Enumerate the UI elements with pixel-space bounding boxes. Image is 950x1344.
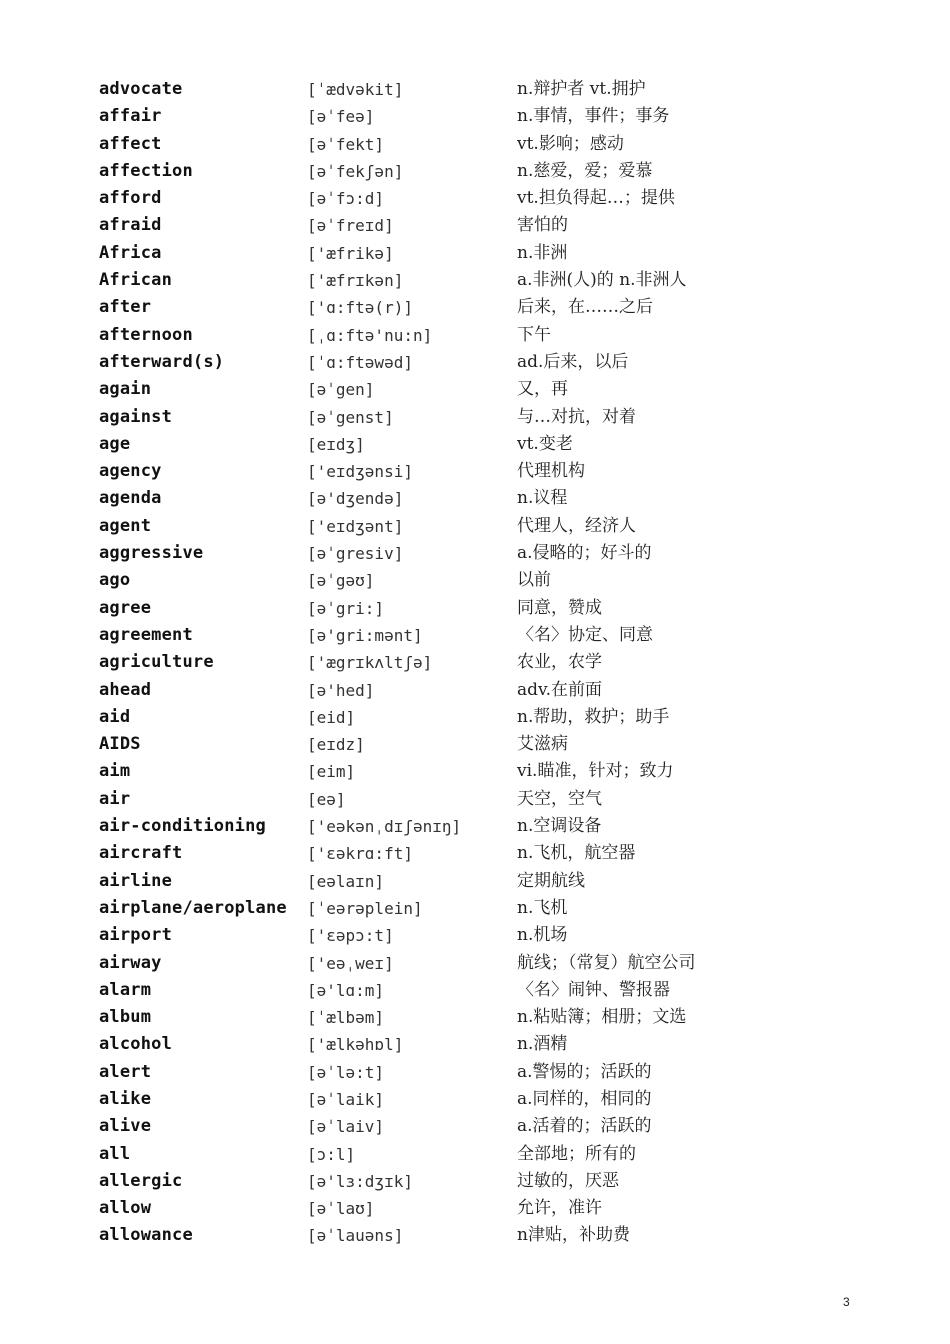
vocab-entry	[99, 1004, 899, 1031]
entry-word: agenda	[99, 488, 162, 509]
entry-word: affair	[99, 106, 162, 127]
entry-phonetic: [ə'dʒendə]	[307, 489, 404, 509]
vocab-entry	[99, 704, 899, 731]
entry-phonetic: ['æfrikə]	[307, 243, 394, 263]
vocab-entry	[99, 267, 899, 294]
vocab-entry	[99, 485, 899, 512]
entry-word: afterward(s)	[99, 351, 225, 372]
entry-word: aggressive	[99, 543, 204, 564]
entry-definition: n.事情，事件；事务	[517, 106, 670, 127]
entry-definition: 害怕的	[517, 215, 568, 236]
entry-word: allergic	[99, 1170, 183, 1191]
entry-definition: ad.后来，以后	[517, 351, 629, 372]
entry-word: African	[99, 270, 173, 291]
entry-word: agent	[99, 515, 152, 536]
vocab-entry	[99, 376, 899, 403]
entry-word: air-conditioning	[99, 816, 266, 837]
entry-definition: n津贴，补助费	[517, 1225, 630, 1246]
vocab-entry	[99, 950, 899, 977]
entry-definition: 天空，空气	[517, 788, 602, 809]
entry-word: afraid	[99, 215, 162, 236]
vocab-entry	[99, 813, 899, 840]
entry-word: aircraft	[99, 843, 183, 864]
entry-phonetic: ['eəˌweɪ]	[307, 953, 394, 973]
entry-word: airport	[99, 925, 173, 946]
entry-phonetic: [ə'lɑ:m]	[307, 980, 385, 1000]
entry-definition: 全部地；所有的	[517, 1143, 636, 1164]
entry-definition: 过敏的，厌恶	[517, 1170, 619, 1191]
vocab-entry	[99, 868, 899, 895]
vocab-entry	[99, 622, 899, 649]
entry-phonetic: [əˈlauəns]	[307, 1226, 404, 1246]
entry-word: allowance	[99, 1225, 193, 1246]
entry-phonetic: ['ɑ:ftə(r)]	[307, 298, 413, 318]
entry-word: ahead	[99, 679, 152, 700]
entry-definition: vt.担负得起…；提供	[517, 188, 675, 209]
entry-phonetic: [ə'hed]	[307, 680, 375, 700]
entry-word: age	[99, 433, 131, 454]
entry-phonetic: [əˈfekʃən]	[307, 161, 404, 181]
entry-phonetic: ['ɛəpɔ:t]	[307, 926, 394, 946]
vocab-entry	[99, 1141, 899, 1168]
vocab-entry	[99, 240, 899, 267]
entry-phonetic: [əˈgri:]	[307, 598, 385, 618]
entry-definition: n.机场	[517, 925, 568, 946]
vocab-entry	[99, 1031, 899, 1058]
entry-definition: 代理人，经济人	[517, 515, 636, 536]
entry-phonetic: ['eəkənˌdɪʃənɪŋ]	[307, 817, 462, 837]
entry-word: ago	[99, 570, 131, 591]
entry-definition: 与…对抗，对着	[517, 406, 636, 427]
entry-word: Africa	[99, 242, 162, 263]
entry-word: airplane/aeroplane	[99, 897, 287, 918]
entry-phonetic: [əˈgen]	[307, 380, 375, 400]
entry-phonetic: ['ɛəkrɑ:ft]	[307, 844, 413, 864]
entry-definition: n.辩护者 vt.拥护	[517, 79, 646, 99]
entry-phonetic: ['eɪdʒənsi]	[307, 462, 413, 482]
entry-phonetic: [əˈgenst]	[307, 407, 394, 427]
entry-definition: a.侵略的；好斗的	[517, 543, 652, 564]
entry-definition: 〈名〉闹钟、警报器	[517, 979, 670, 1000]
entry-phonetic: [əˈgresiv]	[307, 544, 404, 564]
vocabulary-list	[99, 76, 899, 1250]
entry-definition: 又，再	[517, 379, 568, 400]
page-number: 3	[843, 1295, 850, 1309]
vocab-entry	[99, 404, 899, 431]
entry-phonetic: [əˈlə:t]	[307, 1062, 385, 1082]
entry-word: alarm	[99, 979, 152, 1000]
vocab-entry	[99, 649, 899, 676]
entry-definition: n.空调设备	[517, 816, 602, 837]
entry-word: agriculture	[99, 652, 214, 673]
vocab-entry	[99, 212, 899, 239]
entry-definition: a.警惕的；活跃的	[517, 1061, 652, 1082]
entry-phonetic: [ə'gri:mənt]	[307, 625, 423, 645]
entry-definition: n.慈爱，爱；爱慕	[517, 160, 653, 181]
entry-phonetic: [əˈlaiv]	[307, 1117, 385, 1137]
entry-word: air	[99, 788, 131, 809]
vocab-entry	[99, 322, 899, 349]
entry-definition: n.飞机	[517, 897, 568, 918]
vocab-entry	[99, 185, 899, 212]
entry-word: AIDS	[99, 734, 141, 755]
entry-word: against	[99, 406, 173, 427]
entry-definition: n.飞机，航空器	[517, 843, 636, 864]
vocab-entry	[99, 977, 899, 1004]
vocab-entry	[99, 840, 899, 867]
entry-word: airline	[99, 870, 173, 891]
entry-word: alive	[99, 1116, 152, 1137]
entry-word: afford	[99, 188, 162, 209]
vocab-entry	[99, 922, 899, 949]
entry-word: allow	[99, 1198, 152, 1219]
vocab-entry	[99, 1195, 899, 1222]
vocab-entry	[99, 677, 899, 704]
entry-definition: 下午	[517, 324, 551, 345]
entry-definition: n.粘贴簿；相册；文选	[517, 1007, 687, 1028]
entry-phonetic: [əˈgəʊ]	[307, 571, 375, 591]
entry-phonetic: [eid]	[307, 707, 356, 727]
entry-phonetic: [ɔ:l]	[307, 1144, 356, 1164]
entry-definition: n.酒精	[517, 1034, 568, 1055]
vocab-entry	[99, 294, 899, 321]
entry-definition: vi.瞄准，针对；致力	[517, 761, 674, 782]
entry-word: affection	[99, 160, 193, 181]
vocab-entry	[99, 349, 899, 376]
vocab-entry	[99, 540, 899, 567]
entry-definition: vt.影响；感动	[517, 133, 624, 154]
entry-word: again	[99, 379, 152, 400]
entry-definition: 航线；（常复）航空公司	[517, 952, 696, 973]
vocab-entry	[99, 595, 899, 622]
entry-phonetic: [ˈælbəm]	[307, 1008, 385, 1028]
vocab-entry	[99, 513, 899, 540]
entry-definition: 以前	[517, 570, 551, 591]
entry-word: album	[99, 1007, 152, 1028]
entry-definition: a.非洲(人)的 n.非洲人	[517, 270, 687, 291]
vocab-entry	[99, 1168, 899, 1195]
entry-phonetic: [əˈfekt]	[307, 134, 385, 154]
entry-word: afternoon	[99, 324, 193, 345]
vocab-entry	[99, 131, 899, 158]
entry-word: advocate	[99, 79, 183, 99]
entry-definition: a.活着的；活跃的	[517, 1116, 652, 1137]
entry-phonetic: [ˈædvəkit]	[307, 80, 404, 99]
vocab-entry	[99, 1222, 899, 1249]
entry-phonetic: [ˈeərəplein]	[307, 898, 423, 918]
entry-word: airway	[99, 952, 162, 973]
entry-phonetic: [eə]	[307, 789, 346, 809]
entry-word: alert	[99, 1061, 152, 1082]
vocab-entry	[99, 895, 899, 922]
entry-phonetic: [eim]	[307, 762, 356, 782]
entry-definition: n.非洲	[517, 242, 568, 263]
entry-word: affect	[99, 133, 162, 154]
entry-phonetic: [əˈfeə]	[307, 107, 375, 127]
vocab-entry	[99, 1113, 899, 1140]
entry-phonetic: [ˈɑ:ftəwəd]	[307, 352, 413, 372]
vocab-entry	[99, 158, 899, 185]
entry-definition: 同意，赞成	[517, 597, 602, 618]
entry-definition: adv.在前面	[517, 679, 603, 700]
entry-definition: a.同样的，相同的	[517, 1088, 652, 1109]
entry-phonetic: [əˈlaʊ]	[307, 1199, 375, 1219]
entry-word: alcohol	[99, 1034, 173, 1055]
entry-definition: 农业，农学	[517, 652, 602, 673]
entry-phonetic: [eɪdʒ]	[307, 434, 365, 454]
entry-word: alike	[99, 1088, 152, 1109]
entry-definition: 允许，准许	[517, 1198, 602, 1219]
entry-definition: 〈名〉协定、同意	[517, 624, 653, 645]
entry-definition: 代理机构	[517, 461, 585, 482]
entry-phonetic: [eəlaɪn]	[307, 871, 385, 891]
entry-definition: n.议程	[517, 488, 568, 509]
entry-word: agency	[99, 461, 162, 482]
entry-definition: n.帮助，救护；助手	[517, 706, 670, 727]
entry-word: aim	[99, 761, 131, 782]
vocab-entry	[99, 1086, 899, 1113]
entry-definition: 后来，在……之后	[517, 297, 653, 318]
entry-phonetic: ['æfrɪkən]	[307, 271, 404, 291]
entry-phonetic: [ˌɑ:ftə'nu:n]	[307, 325, 433, 345]
vocab-entry	[99, 1059, 899, 1086]
entry-phonetic: [eɪdz]	[307, 735, 365, 755]
entry-phonetic: ['eɪdʒənt]	[307, 516, 404, 536]
entry-word: agree	[99, 597, 152, 618]
vocab-entry	[99, 458, 899, 485]
entry-definition: 艾滋病	[517, 734, 568, 755]
entry-word: after	[99, 297, 152, 318]
entry-phonetic: [əˈfɔ:d]	[307, 189, 385, 209]
vocab-entry	[99, 786, 899, 813]
vocab-entry	[99, 103, 899, 130]
entry-phonetic: [əˈfreɪd]	[307, 216, 394, 236]
entry-definition: 定期航线	[517, 870, 585, 891]
entry-word: agreement	[99, 624, 193, 645]
vocab-entry	[99, 731, 899, 758]
entry-phonetic: ['ægrɪkʌltʃə]	[307, 653, 433, 673]
entry-word: all	[99, 1143, 131, 1164]
vocab-entry	[99, 431, 899, 458]
vocab-entry	[99, 567, 899, 594]
entry-phonetic: ['ælkəhɒl]	[307, 1035, 404, 1055]
vocab-entry	[99, 758, 899, 785]
entry-word: aid	[99, 706, 131, 727]
entry-phonetic: [ə'lɜ:dʒɪk]	[307, 1171, 413, 1191]
vocab-entry	[99, 76, 899, 103]
entry-phonetic: [əˈlaik]	[307, 1089, 385, 1109]
entry-definition: vt.变老	[517, 433, 573, 454]
